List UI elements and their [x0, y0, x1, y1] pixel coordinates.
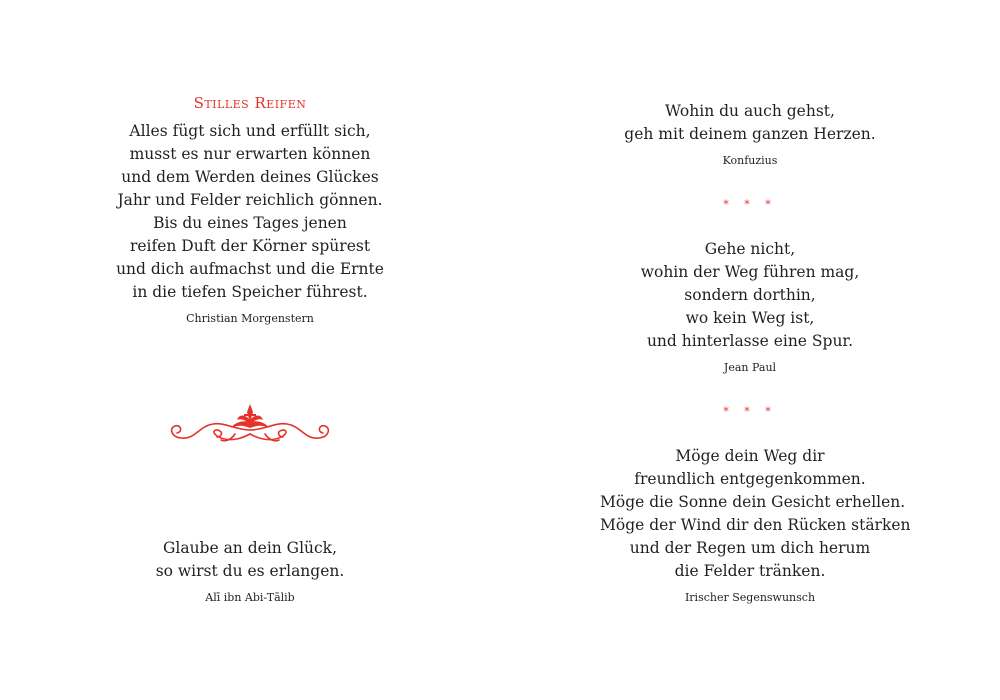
- poem-line: Jahr und Felder reichlich gönnen.: [117, 191, 383, 209]
- quote-line: die Felder tränken.: [674, 562, 826, 580]
- quote-line: Möge die Sonne dein Gesicht erhellen.: [600, 493, 906, 511]
- quote-line: Wohin du auch gehst,: [665, 102, 835, 120]
- quote-line: freundlich entgegenkommen.: [634, 470, 866, 488]
- quote-irischer-segenswunsch: [600, 445, 911, 604]
- poem-line: Bis du eines Tages jenen: [153, 214, 347, 232]
- quote-jean-paul: [600, 238, 900, 374]
- poem-line: Alles fügt sich und erfüllt sich,: [129, 122, 371, 140]
- quote-line: Glaube an dein Glück,: [162, 539, 338, 557]
- quote-author: Konfuzius: [722, 154, 778, 167]
- poem-title: Stilles Reifen: [193, 94, 307, 112]
- floral-flourish-ornament-icon: [165, 400, 335, 448]
- quote-line: und hinterlasse eine Spur.: [646, 332, 854, 350]
- quote-author: Alī ibn Abi-Tālib: [205, 591, 295, 604]
- quote-author: Irischer Segenswunsch: [684, 591, 816, 604]
- poem-line: reifen Duft der Körner spürest: [129, 237, 371, 255]
- poem-line: musst es nur erwarten können: [129, 145, 371, 163]
- poem-text: [100, 120, 400, 304]
- quote-line: sondern dorthin,: [684, 286, 816, 304]
- quote-text: [600, 100, 900, 146]
- quote-author: Jean Paul: [723, 361, 777, 374]
- quote-line: wohin der Weg führen mag,: [640, 263, 860, 281]
- poem-line: in die tiefen Speicher führest.: [132, 283, 368, 301]
- quote-line: und der Regen um dich herum: [629, 539, 871, 557]
- quote-line: so wirst du es erlangen.: [155, 562, 345, 580]
- quote-line: Möge dein Weg dir: [675, 447, 825, 465]
- quote-ali: [100, 537, 400, 604]
- quote-text: [600, 445, 911, 583]
- quote-line: geh mit deinem ganzen Herzen.: [624, 125, 876, 143]
- quote-konfuzius: [600, 100, 900, 167]
- star-divider: * * *: [723, 198, 777, 211]
- quote-line: Möge der Wind dir den Rücken stärken: [600, 516, 911, 534]
- star-divider: * * *: [723, 405, 777, 418]
- poem-author: Christian Morgenstern: [186, 312, 314, 325]
- quote-text: [100, 537, 400, 583]
- poem-line: und dem Werden deines Glückes: [121, 168, 379, 186]
- quote-text: [600, 238, 900, 353]
- poem-stilles-reifen: [100, 94, 400, 325]
- quote-line: wo kein Weg ist,: [685, 309, 815, 327]
- poem-line: und dich aufmachst und die Ernte: [116, 260, 384, 278]
- quote-line: Gehe nicht,: [704, 240, 796, 258]
